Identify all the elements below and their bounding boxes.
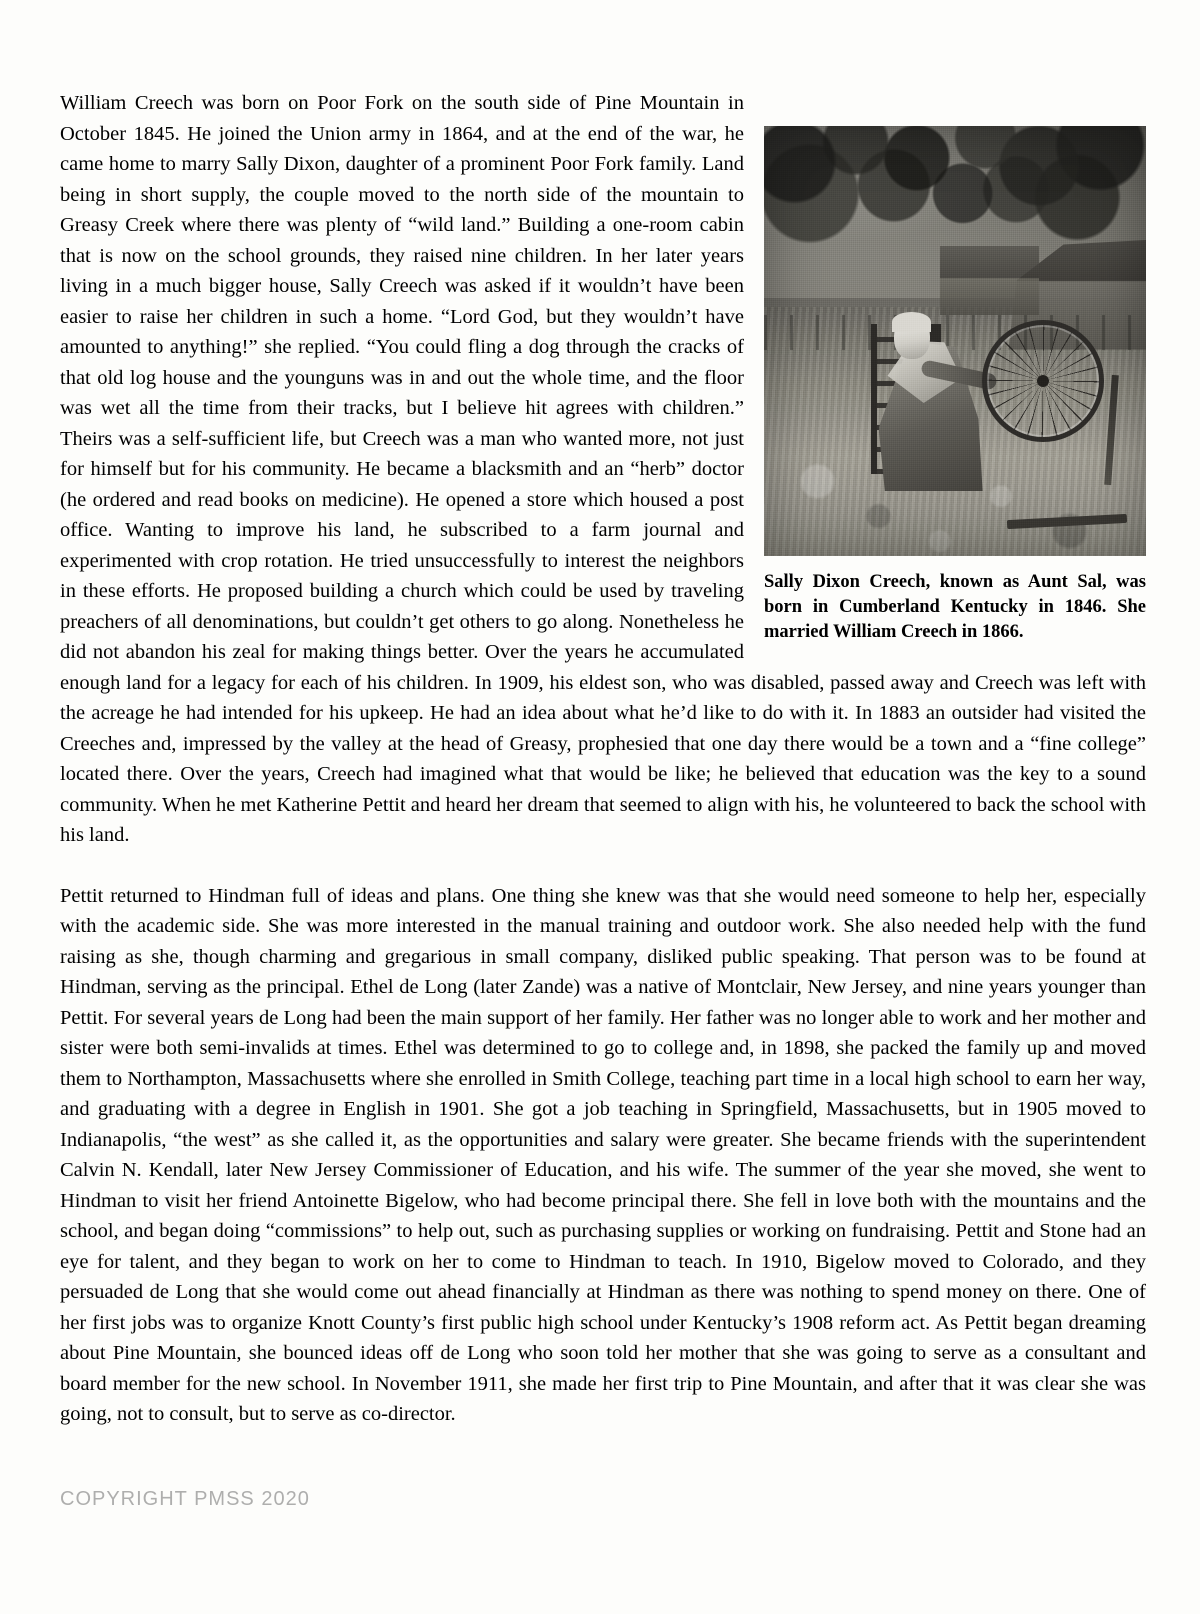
copyright-watermark: COPYRIGHT PMSS 2020 bbox=[60, 1488, 310, 1510]
photo-sally-dixon-creech bbox=[764, 126, 1146, 556]
body-paragraph-1: William Creech was born on Poor Fork on the south side of Pine Mountain in October 1845. He joined the Union army in 1864, and at the end of the war, he came home to marry Sally Dixon, daughter of a prominent Poor Fork family. Land being in short supply, the couple moved to the north side of the mountain to Greasy Creek where there was plenty of “wild land.” Building a one-room cabin that is now on the school grounds, they raised nine children. In her later years living in a much bigger house, Sally Creech was asked if it wouldn’t have been easier to raise her children in such a home. “Lord God, but they wouldn’t have amounted to anything!” she replied. “You could fling a dog through the cracks of that old log house and the younguns was in and out the whole time, and the floor was wet all the time from their tracks, but I believe hit agrees with children.” Theirs was a self-sufficient life, but Creech was a man who wanted more, not just for himself but for his community. He became a blacksmith and an “herb” doctor (he ordered and read books on medicine). He opened a store which housed a post office. Wanting to improve his land, he subscribed to a farm journal and experimented with crop rotation. He tried unsuccessfully to interest the neighbors in these efforts. He proposed building a church which could be used by traveling preachers of all denominations, but couldn’t get others to go along. Nonetheless he did not abandon his zeal for making things better. Over the years he accumulated enough land for a legacy for each of his children. In 1909, his eldest son, who was disabled, passed away and Creech was left with the acreage he had intended for his upkeep. He had an idea about what he’d like to do with it. In 1883 an outsider had visited the Creeches and, impressed by the valley at the head of Greasy, prophesied that one day there would be a town and a “fine college” located there. Over the years, Creech had imagined what that would be like; he believed that education was the key to a sound community. When he met Katherine Pettit and heard her dream that seemed to align with his, he volunteered to back the school with his land. bbox=[60, 92, 1146, 846]
body-paragraph-2: Pettit returned to Hindman full of ideas and plans. One thing she knew was that she would need someone to help her, especially with the academic side. She was more interested in the manual training and outdoor work. She also needed help with the fund raising as she, though charming and gregarious in small company, disliked public speaking. That person was to be found at Hindman, serving as the principal. Ethel de Long (later Zande) was a native of Montclair, New Jersey, and nine years younger than Pettit. For several years de Long had been the main support of her family. Her father was no longer able to work and her mother and sister were both semi-invalids at times. Ethel was determined to go to college and, in 1898, she packed the family up and moved them to Northampton, Massachusetts where she enrolled in Smith College, teaching part time in a local high school to earn her way, and graduating with a degree in English in 1901. She got a job teaching in Springfield, Massachusetts, but in 1905 moved to Indianapolis, “the west” as she called it, as the opportunities and salary were greater. She became friends with the superintendent Calvin N. Kendall, later New Jersey Commissioner of Education, and his wife. The summer of the year she moved, she went to Hindman to visit her friend Antoinette Bigelow, who had become principal there. She fell in love both with the mountains and the school, and began doing “commissions” to help out, such as purchasing supplies or working on fundraising. Pettit and Stone had an eye for talent, and they began to work on her to come to Hindman to teach. In 1910, Bigelow moved to Colorado, and they persuaded de Long that she would come out ahead financially at Hindman as there was nothing to spend money on there. One of her first jobs was to organize Knott County’s first public high school under Kentucky’s 1908 reform act. As Pettit began dreaming about Pine Mountain, she bounced ideas off de Long who soon told her mother that she was going to serve as a consultant and board member for the new school. In November 1911, she made her first trip to Pine Mountain, and after that it was clear she was going, not to consult, but to serve as co-director. bbox=[60, 884, 1146, 1425]
photo-vignette bbox=[764, 126, 1146, 556]
figure-caption: Sally Dixon Creech, known as Aunt Sal, was born in Cumberland Kentucky in 1846. She married William Creech in 1866. bbox=[764, 572, 1146, 642]
figure-sally-dixon-creech bbox=[764, 126, 1146, 645]
paragraph-spacer bbox=[60, 851, 1146, 881]
page-content bbox=[60, 88, 1146, 1430]
